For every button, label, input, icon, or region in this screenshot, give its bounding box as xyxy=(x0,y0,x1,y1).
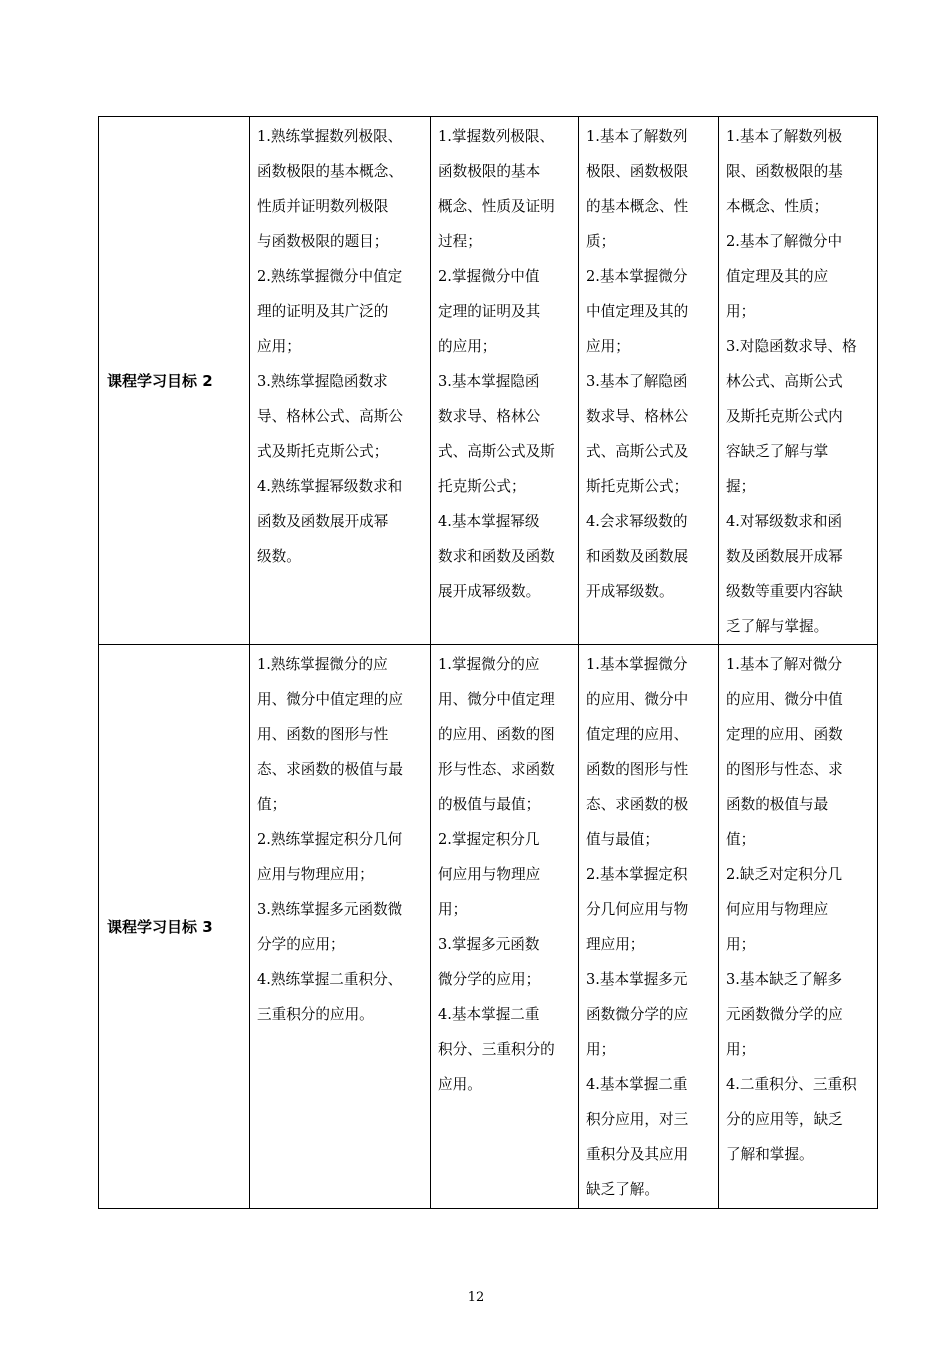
cell-text-line: 态、求函数的极值与最 xyxy=(257,761,403,778)
cell-text-line: 重积分及其应用 xyxy=(586,1146,689,1163)
cell-text-line: 分的应用等，缺乏 xyxy=(726,1111,843,1128)
cell-text-line: 3.掌握多元函数 xyxy=(438,936,540,953)
cell-text-line: 斯托克斯公式； xyxy=(586,478,689,495)
criteria-cell xyxy=(250,645,431,1209)
cell-text-line: 数求导、格林公 xyxy=(586,408,689,425)
cell-text-line: 本概念、性质； xyxy=(726,198,829,215)
criteria-cell xyxy=(579,645,719,1209)
cell-text-line: 态、求函数的极 xyxy=(586,796,689,813)
cell-text-line: 3.基本掌握多元 xyxy=(586,971,688,988)
cell-text-line: 过程； xyxy=(438,233,482,250)
row-label: 课程学习目标 3 xyxy=(99,645,250,1209)
cell-text-line: 及斯托克斯公式内 xyxy=(726,408,843,425)
cell-text-line: 3.基本了解隐函 xyxy=(586,373,688,390)
cell-text-line: 3.熟练掌握多元函数微 xyxy=(257,901,403,918)
cell-text-line: 3.对隐函数求导、格 xyxy=(726,338,857,355)
cell-text-line: 三重积分的应用。 xyxy=(257,1006,374,1023)
cell-text-line: 函数极限的基本 xyxy=(438,163,541,180)
cell-text-line: 值； xyxy=(726,831,756,848)
cell-text-line: 3.基本掌握隐函 xyxy=(438,373,540,390)
cell-text-line: 2.熟练掌握定积分几何 xyxy=(257,831,403,848)
cell-text-line: 定理的应用、函数 xyxy=(726,726,843,743)
cell-text-line: 数及函数展开成幂 xyxy=(726,548,843,565)
cell-text-line: 容缺乏了解与掌 xyxy=(726,443,829,460)
cell-text-line: 2.掌握微分中值 xyxy=(438,268,540,285)
cell-text-line: 4.会求幂级数的 xyxy=(586,513,688,530)
cell-text-line: 的应用； xyxy=(438,338,497,355)
cell-text-line: 1.基本了解数列极 xyxy=(726,128,843,145)
cell-text-line: 用； xyxy=(726,936,756,953)
cell-text-line: 值； xyxy=(257,796,287,813)
cell-text-line: 的图形与性态、求 xyxy=(726,761,843,778)
cell-text-line: 3.熟练掌握隐函数求 xyxy=(257,373,388,390)
cell-text-line: 质； xyxy=(586,233,616,250)
cell-text-line: 级数。 xyxy=(257,548,301,565)
cell-text-line: 的极值与最值； xyxy=(438,796,541,813)
cell-text-line: 1.掌握微分的应 xyxy=(438,656,540,673)
cell-text-line: 数求导、格林公 xyxy=(438,408,541,425)
cell-text-line: 函数微分学的应 xyxy=(586,1006,689,1023)
cell-text-line: 何应用与物理应 xyxy=(726,901,829,918)
cell-text-line: 微分学的应用； xyxy=(438,971,541,988)
cell-text-line: 函数及函数展开成幂 xyxy=(257,513,389,530)
cell-text-line: 2.基本掌握微分 xyxy=(586,268,688,285)
cell-text-line: 元函数微分学的应 xyxy=(726,1006,843,1023)
cell-text-line: 乏了解与掌握。 xyxy=(726,618,829,635)
cell-text-line: 数求和函数及函数 xyxy=(438,548,555,565)
cell-text-line: 2.基本了解微分中 xyxy=(726,233,843,250)
cell-text-line: 概念、性质及证明 xyxy=(438,198,555,215)
cell-text-line: 3.基本缺乏了解多 xyxy=(726,971,843,988)
cell-text-line: 4.基本掌握幂级 xyxy=(438,513,540,530)
cell-text-line: 函数极限的基本概念、 xyxy=(257,163,403,180)
cell-text-line: 限、函数极限的基 xyxy=(726,163,843,180)
cell-text-line: 2.基本掌握定积 xyxy=(586,866,688,883)
cell-text-line: 4.基本掌握二重 xyxy=(586,1076,688,1093)
cell-text-line: 1.基本了解数列 xyxy=(586,128,688,145)
cell-text-line: 函数的图形与性 xyxy=(586,761,689,778)
cell-text-line: 用、微分中值定理 xyxy=(438,691,555,708)
table-row xyxy=(99,117,878,645)
cell-text-line: 展开成幂级数。 xyxy=(438,583,541,600)
cell-text-line: 极限、函数极限 xyxy=(586,163,689,180)
cell-text-line: 形与性态、求函数 xyxy=(438,761,555,778)
cell-text-line: 开成幂级数。 xyxy=(586,583,674,600)
cell-text-line: 4.基本掌握二重 xyxy=(438,1006,540,1023)
cell-text-line: 式、高斯公式及斯 xyxy=(438,443,555,460)
cell-text-line: 与函数极限的题目； xyxy=(257,233,389,250)
table-row xyxy=(99,645,878,1209)
cell-text-line: 缺乏了解。 xyxy=(586,1181,659,1198)
cell-text-line: 值定理的应用、 xyxy=(586,726,689,743)
criteria-cell xyxy=(431,645,579,1209)
cell-text-line: 的应用、微分中 xyxy=(586,691,689,708)
cell-text-line: 4.对幂级数求和函 xyxy=(726,513,843,530)
criteria-cell xyxy=(719,117,878,645)
cell-text-line: 导、格林公式、高斯公 xyxy=(257,408,403,425)
cell-text-line: 用、函数的图形与性 xyxy=(257,726,389,743)
cell-text-line: 用； xyxy=(586,1041,616,1058)
cell-text-line: 用； xyxy=(438,901,468,918)
cell-text-line: 1.掌握数列极限、 xyxy=(438,128,555,145)
cell-text-line: 应用； xyxy=(586,338,630,355)
cell-text-line: 握； xyxy=(726,478,756,495)
cell-text-line: 函数的极值与最 xyxy=(726,796,829,813)
cell-text-line: 4.熟练掌握二重积分、 xyxy=(257,971,403,988)
cell-text-line: 用、微分中值定理的应 xyxy=(257,691,403,708)
criteria-cell xyxy=(250,117,431,645)
cell-text-line: 分学的应用； xyxy=(257,936,345,953)
row-label: 课程学习目标 2 xyxy=(99,117,250,645)
cell-text-line: 的应用、微分中值 xyxy=(726,691,843,708)
cell-text-line: 1.基本了解对微分 xyxy=(726,656,843,673)
cell-text-line: 托克斯公式； xyxy=(438,478,526,495)
cell-text-line: 应用与物理应用； xyxy=(257,866,374,883)
cell-text-line: 2.缺乏对定积分几 xyxy=(726,866,843,883)
cell-text-line: 性质并证明数列极限 xyxy=(257,198,389,215)
cell-text-line: 1.熟练掌握数列极限、 xyxy=(257,128,403,145)
cell-text-line: 1.熟练掌握微分的应 xyxy=(257,656,388,673)
cell-text-line: 用； xyxy=(726,1041,756,1058)
cell-text-line: 定理的证明及其 xyxy=(438,303,541,320)
cell-text-line: 用； xyxy=(726,303,756,320)
cell-text-line: 值与最值； xyxy=(586,831,659,848)
course-objectives-table xyxy=(98,116,878,1209)
cell-text-line: 的基本概念、性 xyxy=(586,198,689,215)
cell-text-line: 理的证明及其广泛的 xyxy=(257,303,389,320)
cell-text-line: 林公式、高斯公式 xyxy=(726,373,843,390)
cell-text-line: 中值定理及其的 xyxy=(586,303,689,320)
cell-text-line: 4.二重积分、三重积 xyxy=(726,1076,857,1093)
cell-text-line: 的应用、函数的图 xyxy=(438,726,555,743)
cell-text-line: 级数等重要内容缺 xyxy=(726,583,843,600)
cell-text-line: 应用。 xyxy=(438,1076,482,1093)
cell-text-line: 1.基本掌握微分 xyxy=(586,656,688,673)
cell-text-line: 和函数及函数展 xyxy=(586,548,689,565)
cell-text-line: 应用； xyxy=(257,338,301,355)
cell-text-line: 式及斯托克斯公式； xyxy=(257,443,389,460)
cell-text-line: 4.熟练掌握幂级数求和 xyxy=(257,478,403,495)
cell-text-line: 分几何应用与物 xyxy=(586,901,689,918)
criteria-cell xyxy=(579,117,719,645)
cell-text-line: 了解和掌握。 xyxy=(726,1146,814,1163)
cell-text-line: 值定理及其的应 xyxy=(726,268,829,285)
cell-text-line: 理应用； xyxy=(586,936,645,953)
criteria-cell xyxy=(719,645,878,1209)
cell-text-line: 何应用与物理应 xyxy=(438,866,541,883)
cell-text-line: 积分应用，对三 xyxy=(586,1111,689,1128)
cell-text-line: 积分、三重积分的 xyxy=(438,1041,555,1058)
cell-text-line: 式、高斯公式及 xyxy=(586,443,689,460)
page-number: 12 xyxy=(467,1290,485,1305)
cell-text-line: 2.熟练掌握微分中值定 xyxy=(257,268,403,285)
criteria-cell xyxy=(431,117,579,645)
cell-text-line: 2.掌握定积分几 xyxy=(438,831,540,848)
